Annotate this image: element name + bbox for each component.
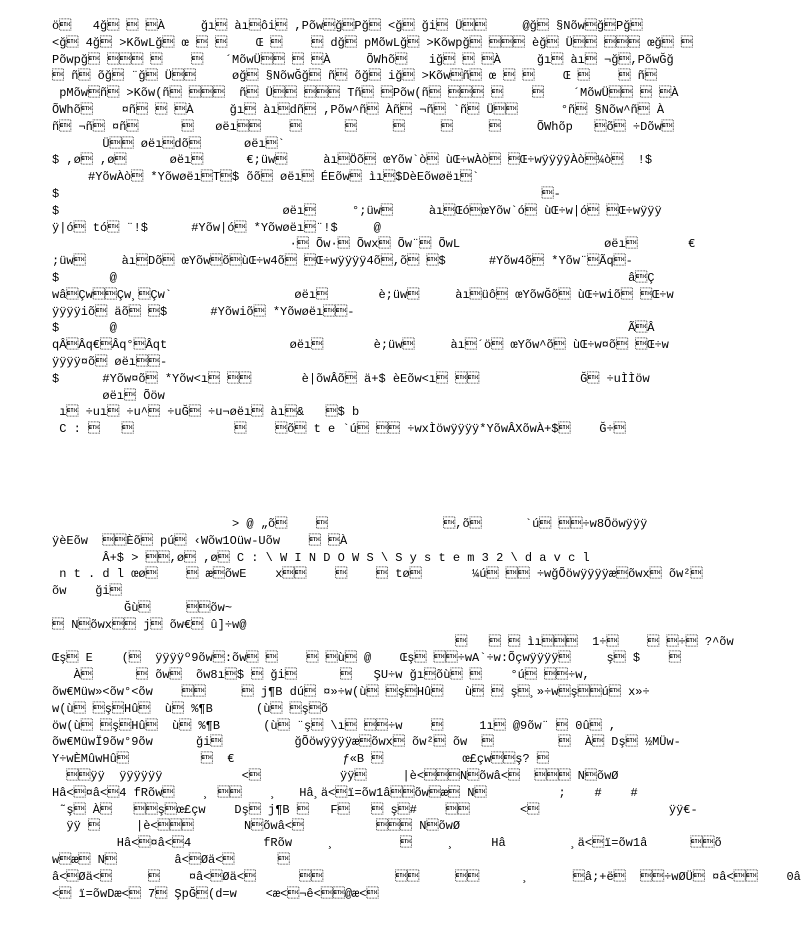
text-line: Ü øëıdõ øëı` — [52, 136, 285, 151]
text-line: pMõwñ >Kõw(ñ  ñ Ü  Tñ Põw(ñ    ´MõwÜ  À — [52, 86, 679, 101]
text-line: ı ÷uı ÷u^ ÷uĞ ÷u¬øëı àı& $ b — [52, 405, 360, 420]
text-line: $ ,ø ,ø øëı €;üw àıÖõ œYõw`ò ùŒ÷wÀò Œ÷wÿÿÿÿÀò¼ò !$ — [52, 153, 653, 168]
text-line: öw(ù şHû ù %¶B (ù ¨ş \ı ÷w  1ı @9õw¨  0û , — [52, 718, 617, 733]
text-line:    ìı 1÷  ÷ ?^õw — [52, 634, 734, 649]
text-line: õw ği — [52, 584, 122, 599]
text-line: ö 4ğ  À ğı àıôi ,PõwğPğ <ğ ği Ü @ğ §NõwğPğ — [52, 19, 643, 33]
text-line: ÿÿ  |è< Nõwâ<  NõwØ — [52, 819, 461, 834]
text-line: ÕWhõ ¤ñ  À ğı àıdñ ,Põw^ñ Àñ ¬ñ `ñ Ü °ñ §Nõw^ñ À — [52, 102, 665, 117]
text-line: øëı Õöw — [52, 388, 165, 403]
text-line: õw€MüwÏ9õw°9õw ği ğÕöwÿÿÿÿæõwx õw² õw   À Dş ½MÜw- — [52, 735, 681, 750]
binary-text-block-top — [52, 18, 702, 438]
text-line: $ #Yõw¤õ *Yõw<ı  è|õwÂõ ä+$ èEõw<ı  Ğ ÷uÌÌöw — [52, 371, 650, 386]
text-line: ÿèEõw Èõ pú ‹Wõw1Oüw-Uõw  À — [52, 533, 348, 548]
text-line: ˜ş À şœ£çw Dş j¶B  F  ş#  < ÿÿ€- — [52, 802, 698, 817]
text-line: w(ù şHû ù %¶B (ù şõ — [52, 701, 329, 716]
text-line: < ï=õwDæ< 7 ŞpĞ(d=w <æ<¬ê<@æ< — [52, 886, 379, 901]
text-line: wâÇwÇw¸Çw` øëı è;üw àıüô œYõwĞõ ùŒ÷wiõ Œ÷w — [52, 287, 674, 302]
text-line: â<Øä<  ¤â<Øä<    ¸ â;+ë ÷wØÜ ¤â< 0â — [52, 869, 801, 884]
text-line: qÂÂq€Âq°Âqt øëı è;üw àı´ö œYõw^õ ùŒ÷w¤õ Œ÷w — [52, 338, 669, 353]
text-line: Hâ<¤â<4 fRõw ¸  ¸ Hâ ¸ä<ï=õw1â õ — [52, 836, 722, 851]
text-line: C :    õ t e `ú  ÷wxÌöwÿÿÿÿ*YõwÂXõwÀ+$ Ğ÷ — [52, 422, 626, 437]
text-line: <ğ 4ğ >KõwLğ œ   Œ   dğ pMõwLğ >Kõwpğ  èğ Ü  œğ  — [52, 35, 693, 50]
text-line: ;üw àıDõ œYõwõùŒ÷w4õ Œ÷wÿÿÿÿ4õ,õ $ #Yõw4õ *Yõw¨Ãq- — [52, 254, 633, 269]
text-line: Hâ<¤â<4 fRõw ¸  ¸ Hâ¸ä<ï=õw1âõwæ N ; # # — [52, 785, 638, 800]
text-line: ÿÿÿÿiõ äõ $ #Yõwiõ *Yõwøëı- — [52, 304, 355, 319]
text-line: wæ N â<Øä<  — [52, 852, 290, 867]
text-line: · Õw· Õwx Õw¨ ÕwL øëı € — [52, 237, 696, 252]
text-line: > @ „õ  ,õ `ú ÷w8Õöwÿÿÿ — [52, 517, 648, 531]
text-line: $ @ âÇ — [52, 270, 655, 285]
text-line: ÿÿ ÿÿÿÿÿÿ < ÿÿ |è<Nõwâ<  NõwØ — [52, 768, 619, 783]
text-line: Œş E ( ÿÿÿÿº9õw:õw   ù @ Œş ÷wA`÷w:Õçwÿÿÿÿ ş $  — [52, 651, 681, 666]
text-line: $ øëı °;üw àıŒóœYõw`ó ùŒ÷w|ó Œ÷wÿÿÿ — [52, 203, 662, 218]
text-line: #YõwÀò *YõwøëıT$ õõ øëı ÉEõw ìı$DèEõwøëı` — [52, 170, 480, 185]
text-line: Â+$ > ,ø ,ø C : \ W I N D O W S \ S y s t e m 3 2 \ d a v c l — [52, 550, 590, 565]
text-line: Y÷wÈMûwHû  € ƒ«B  œ£çwş?  — [52, 752, 549, 767]
text-line: õw€Müw»<õw°<õw   j¶B dú ¤»÷w(ù şHû ù  ş¸»÷wşú x»÷ — [52, 684, 650, 699]
text-line: ñ ¬ñ ¤ñ  øëı      ÕWhõp õ ÷Dõw — [52, 119, 674, 134]
text-line: Ğù õw~ — [52, 600, 233, 615]
text-line:  Nõwx j õw€ û]÷w@ — [52, 617, 247, 632]
text-line: Põwpğ    ´MõwÜ  À ÕWhõ iğ  À ğı àı ¬ğ,PõwĞğ — [52, 52, 674, 67]
text-line: $ - — [52, 186, 561, 201]
text-line: n t . d l œø  æõwE x   tø ¼ú  ÷wğÕöwÿÿÿÿæõwx õw² — [52, 567, 703, 582]
text-line: ÿ|ó tó ¨!$ #Yõw|ó *Yõwøëı¨!$ @ — [52, 220, 381, 235]
binary-text-block-bottom — [52, 516, 801, 902]
text-line: $ @ ÃÂ — [52, 321, 655, 336]
text-line:  ñ õğ ¨ğ Ü øğ §NõwĞğ ñ õğ iğ >Kõwñ œ   Œ   ñ — [52, 69, 657, 84]
text-line: ÿÿÿÿ¤õ øëı- — [52, 354, 168, 369]
text-line: À  õw õw8ı$  ği  ŞU÷w ğıõù  °ú ÷w, — [52, 668, 590, 683]
